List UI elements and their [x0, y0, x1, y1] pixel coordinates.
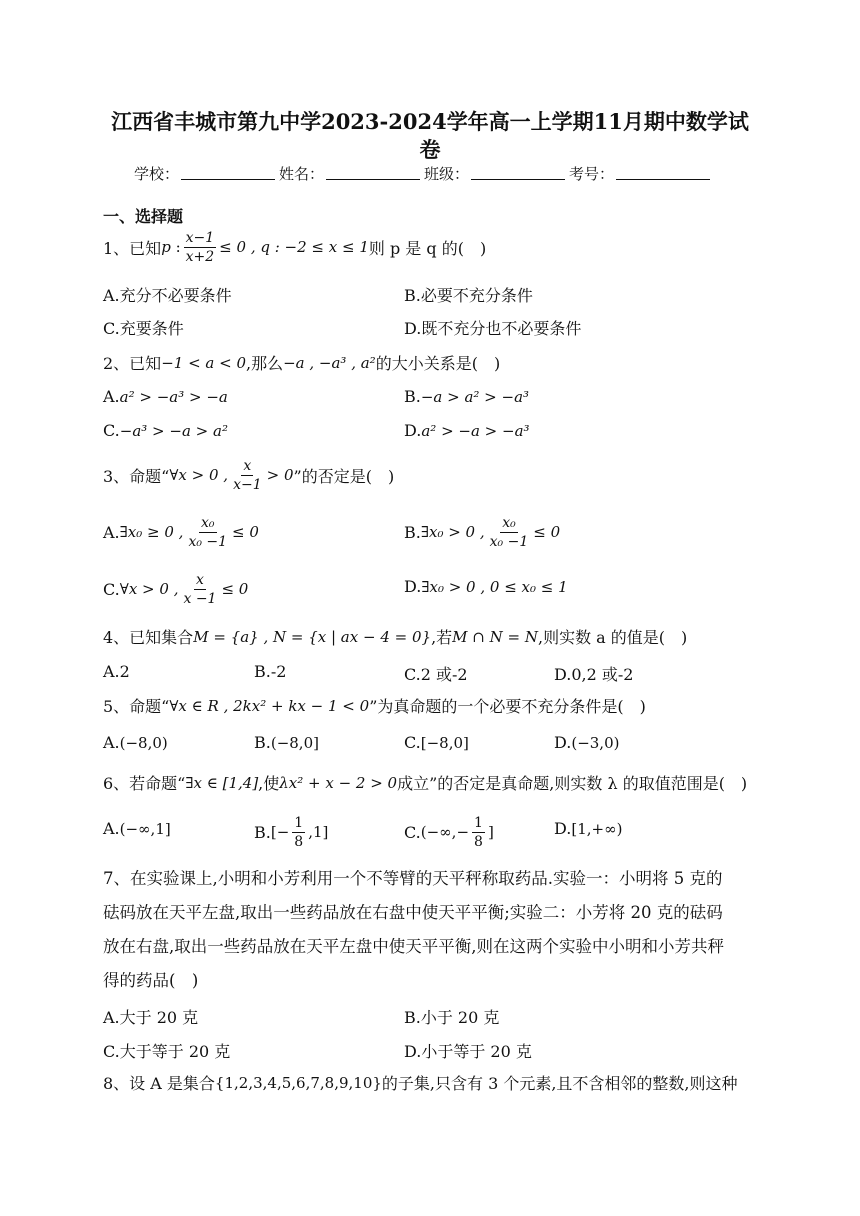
- section-heading: 一、选择题: [103, 207, 184, 226]
- q6-b-num: 1: [294, 814, 304, 831]
- q5-option-a[interactable]: A. (−8,0): [103, 733, 168, 752]
- q3-b-pre: ∃x₀ > 0 ,: [420, 523, 485, 541]
- q3-a-den: x₀ −1: [188, 533, 228, 550]
- exam-no-blank[interactable]: [616, 163, 710, 180]
- question-8-stem: [103, 1071, 738, 1094]
- q3-frac-den: x−1: [233, 476, 262, 493]
- q3-a-pre: ∃x₀ ≥ 0 ,: [119, 523, 184, 541]
- q6-option-b[interactable]: B. [− $\frac{1}{8}$ ,1]: [254, 814, 329, 850]
- q4-stem-b: ,若: [431, 628, 453, 647]
- question-7-stem: [103, 862, 763, 998]
- question-1-stem: 1、已知 p : $\frac{x-1}{x+2}$ ≤ 0 , q : −2 ≤ x ≤ 1 则 p 是 q 的( ): [103, 229, 487, 265]
- q5-option-d-math: (−3,0): [571, 733, 620, 752]
- q6-c-post: ]: [487, 823, 494, 841]
- q7-line-2: 砝码放在天平左盘,取出一些药品放在右盘中使天平平衡;实验二：小芳将 20 克的砝码: [103, 903, 723, 922]
- q1-option-b[interactable]: B.必要不充分条件: [404, 286, 533, 305]
- q6-option-a[interactable]: A. (−∞,1]: [103, 819, 171, 838]
- q7-line-1: 7、在实验课上,小明和小芳利用一个不等臂的天平秤称取药品.实验一：小明将 5 克的: [103, 869, 723, 888]
- q8-math: {1,2,3,4,5,6,7,8,9,10}: [214, 1073, 382, 1092]
- q3-math-b: > 0: [266, 466, 294, 484]
- q5-stem-a: 5、命题“: [103, 697, 170, 716]
- q2-stem-b: ,那么: [246, 354, 284, 373]
- school-blank[interactable]: [181, 163, 275, 180]
- name-blank[interactable]: [326, 163, 420, 180]
- q2-option-b-math: −a > a² > −a³: [420, 387, 530, 406]
- q1-option-c[interactable]: C.充要条件: [103, 319, 184, 338]
- q5-math: ∀x ∈ R , 2kx² + kx − 1 < 0: [169, 696, 370, 715]
- q3-a-fraction: [186, 514, 229, 551]
- q3-option-d[interactable]: D. ∃x₀ > 0 , 0 ≤ x₀ ≤ 1: [404, 577, 568, 596]
- q4-option-d[interactable]: D.0,2 或-2: [554, 665, 634, 684]
- q3-option-c[interactable]: C. ∀x > 0 , $\frac{x}{x -1}$ ≤ 0: [103, 571, 249, 607]
- q2-option-c[interactable]: C. −a³ > −a > a²: [103, 421, 228, 440]
- q2-option-c-math: −a³ > −a > a²: [119, 421, 228, 440]
- school-label: 学校：: [134, 165, 180, 183]
- q1-option-d[interactable]: D.既不充分也不必要条件: [404, 319, 582, 338]
- q3-stem-b: ”的否定是( ): [293, 466, 395, 486]
- exam-no-label: 考号：: [569, 165, 615, 183]
- q7-option-d[interactable]: D.小于等于 20 克: [404, 1042, 532, 1061]
- q7-option-b[interactable]: B.小于 20 克: [404, 1008, 500, 1027]
- q5-option-c-math: [−8,0]: [420, 733, 469, 752]
- q4-stem-a: 4、已知集合: [103, 628, 194, 647]
- exam-title-line2: 卷: [419, 137, 441, 162]
- q6-stem-a: 6、若命题“: [103, 774, 186, 793]
- q5-stem-b: ”为真命题的一个必要不充分条件是( ): [369, 697, 646, 716]
- q7-option-c[interactable]: C.大于等于 20 克: [103, 1042, 231, 1061]
- q1-math: ≤ 0 , q : −2 ≤ x ≤ 1: [219, 238, 369, 256]
- q3-option-a[interactable]: A. ∃x₀ ≥ 0 , $\frac{\text{x₀}}{\text{x₀ −1}}$ ≤ 0: [103, 514, 259, 550]
- question-4-stem: [103, 625, 687, 648]
- q6-b-post: ,1]: [308, 823, 329, 841]
- q1-frac-num: x−1: [185, 229, 215, 246]
- q6-math-2: λx² + x − 2 > 0: [279, 773, 398, 792]
- q1-fraction: [184, 229, 217, 266]
- q6-b-pre: [−: [270, 823, 290, 841]
- q2-stem-c: 的大小关系是( ): [375, 354, 501, 373]
- q3-b-post: ≤ 0: [533, 523, 561, 541]
- name-label: 姓名：: [279, 165, 325, 183]
- q2-option-a[interactable]: A. a² > −a³ > −a: [103, 387, 228, 406]
- q2-option-b[interactable]: B. −a > a² > −a³: [404, 387, 530, 406]
- q5-option-c[interactable]: C. [−8,0]: [404, 733, 469, 752]
- q4-math-1: M = {a} , N = {x | ax − 4 = 0}: [193, 627, 432, 646]
- q5-option-d[interactable]: D. (−3,0): [554, 733, 620, 752]
- q3-d-math: ∃x₀ > 0 , 0 ≤ x₀ ≤ 1: [421, 577, 568, 596]
- q3-c-pre: ∀x > 0 ,: [119, 580, 179, 598]
- q6-c-fraction: [472, 814, 485, 851]
- q3-b-den: x₀ −1: [489, 533, 529, 550]
- q4-math-2: M ∩ N = N: [452, 627, 538, 646]
- q6-option-d[interactable]: D. [1,+∞): [554, 819, 623, 838]
- q6-option-a-math: (−∞,1]: [119, 819, 171, 838]
- question-2-stem: [103, 351, 500, 374]
- q5-option-b-math: (−8,0]: [270, 733, 319, 752]
- q6-b-fraction: [292, 814, 305, 851]
- q6-option-c[interactable]: C. (−∞,− $\frac{1}{8}$ ]: [404, 814, 494, 850]
- q7-line-3: 放在右盘,取出一些药品放在天平左盘中使天平平衡,则在这两个实验中小明和小芳共秤: [103, 937, 724, 956]
- q2-option-a-math: a² > −a³ > −a: [119, 387, 228, 406]
- q5-option-a-math: (−8,0): [119, 733, 168, 752]
- q2-option-d[interactable]: D. a² > −a > −a³: [404, 421, 530, 440]
- q1-tail: 则 p 是 q 的( ): [368, 238, 487, 258]
- q6-c-pre: (−∞,−: [420, 823, 470, 841]
- q4-option-c[interactable]: C.2 或-2: [404, 665, 468, 684]
- q6-stem-b: ,使: [258, 774, 280, 793]
- q1-frac-den: x+2: [185, 248, 215, 265]
- q3-b-num: x₀: [502, 514, 516, 531]
- q7-line-4: 得的药品( ): [103, 971, 199, 990]
- q1-number: 1、已知: [103, 238, 162, 258]
- q3-math-a: ∀x > 0 ,: [169, 466, 229, 484]
- q7-option-a[interactable]: A.大于 20 克: [103, 1008, 199, 1027]
- q6-math-1: ∃x ∈ [1,4]: [185, 773, 259, 792]
- q8-stem-b: 的子集,只含有 3 个元素,且不含相邻的整数,则这种: [381, 1074, 738, 1093]
- question-5-stem: [103, 694, 646, 717]
- q8-stem-a: 8、设 A 是集合: [103, 1074, 215, 1093]
- q6-c-den: 8: [474, 833, 483, 850]
- q5-option-b[interactable]: B. (−8,0]: [254, 733, 319, 752]
- q6-stem-c: 成立”的否定是真命题,则实数 λ 的取值范围是( ): [397, 774, 748, 793]
- q2-stem-a: 2、已知: [103, 354, 162, 373]
- q2-option-d-math: a² > −a > −a³: [421, 421, 530, 440]
- q3-frac-num: x: [243, 457, 252, 474]
- q3-stem-a: 3、命题“: [103, 466, 170, 486]
- q3-c-post: ≤ 0: [221, 580, 249, 598]
- q1-p: p: [161, 238, 171, 256]
- q6-option-d-math: [1,+∞): [571, 819, 623, 838]
- q1-option-a[interactable]: A.充分不必要条件: [103, 286, 232, 305]
- q6-b-den: 8: [294, 833, 304, 850]
- q2-math-2: −a , −a³ , a²: [283, 353, 376, 372]
- student-info-row: [134, 163, 774, 184]
- class-label: 班级：: [424, 165, 470, 183]
- class-blank[interactable]: [471, 163, 565, 180]
- q3-c-fraction: [181, 571, 218, 608]
- q3-c-den: x −1: [183, 590, 217, 607]
- q3-a-post: ≤ 0: [232, 523, 259, 541]
- q2-math-1: −1 < a < 0: [161, 353, 246, 372]
- q4-option-a[interactable]: A.2: [103, 662, 130, 681]
- question-6-stem: [103, 771, 747, 794]
- q4-option-b[interactable]: B.-2: [254, 662, 287, 681]
- q3-a-num: x₀: [200, 514, 215, 531]
- q3-b-fraction: [488, 514, 531, 551]
- q6-c-num: 1: [474, 814, 483, 831]
- q3-option-b[interactable]: B. ∃x₀ > 0 , $\frac{\text{x₀}}{\text{x₀ −1}}$ ≤ 0: [404, 514, 561, 550]
- q4-stem-c: ,则实数 a 的值是( ): [537, 628, 688, 647]
- exam-title-line1: 江西省丰城市第九中学2023-2024学年高一上学期11月期中数学试: [111, 109, 749, 134]
- q3-fraction: [231, 457, 264, 494]
- q3-c-num: x: [196, 571, 204, 588]
- question-3-stem: [103, 455, 394, 495]
